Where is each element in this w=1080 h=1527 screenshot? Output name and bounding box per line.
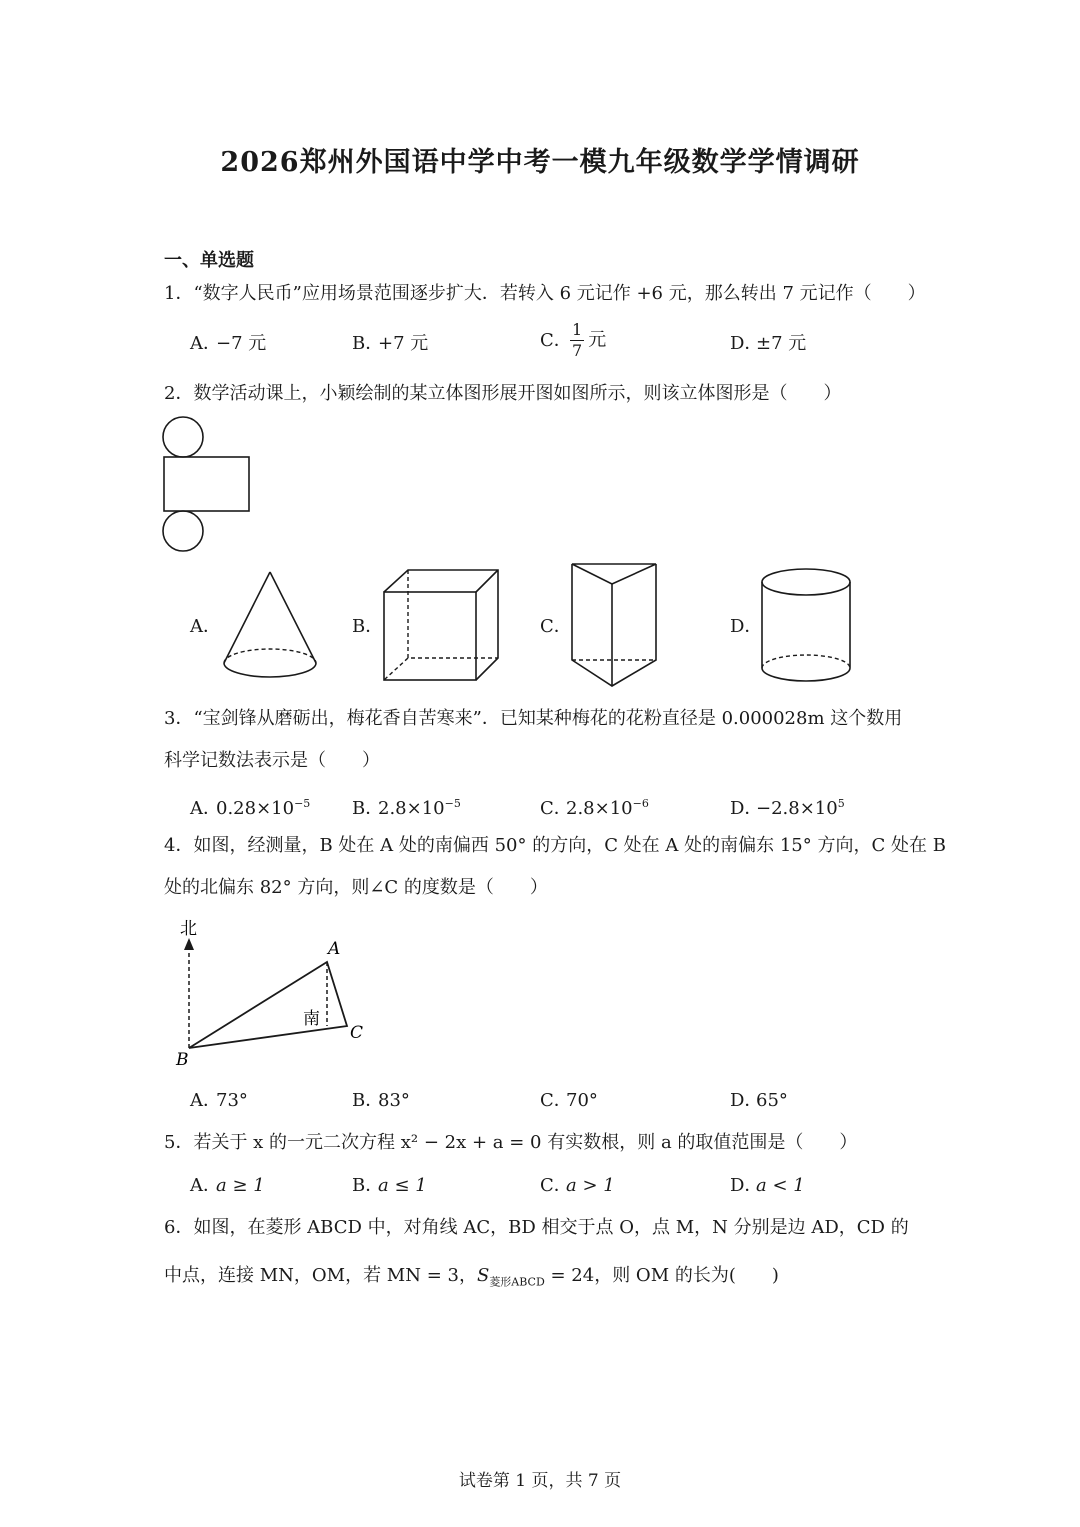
q3-option-c[interactable]	[540, 792, 649, 821]
option-text: a ≤ 1	[378, 1175, 427, 1196]
option-letter: A．	[190, 333, 221, 354]
q4-option-c[interactable]	[540, 1089, 598, 1113]
option-letter: C．	[540, 329, 572, 351]
q1-option-d[interactable]	[730, 332, 806, 356]
q3-option-b[interactable]	[352, 792, 461, 821]
q2-option-c-label[interactable]: C．	[540, 616, 572, 637]
option-text: 70°	[566, 1090, 598, 1111]
option-base: 2.8×10	[378, 798, 445, 819]
option-exponent: 5	[837, 797, 845, 810]
option-letter: C．	[540, 1175, 572, 1196]
option-text: +7 元	[378, 333, 429, 354]
q1-stem: 1．“数字人民币”应用场景范围逐步扩大．若转入 6 元记作 +6 元，那么转出 7 元记作（ ）	[164, 283, 926, 304]
q2-option-d-label[interactable]: D．	[730, 616, 763, 637]
q1-option-a[interactable]	[190, 332, 266, 356]
net-bottom-circle	[163, 511, 203, 551]
prism-top-face	[572, 564, 656, 584]
q2-option-a-label[interactable]: A．	[190, 616, 221, 637]
q4-option-d[interactable]	[730, 1089, 788, 1113]
cone-base-back	[224, 649, 316, 663]
option-text: a < 1	[756, 1175, 805, 1196]
q6-stem-line2	[164, 1264, 779, 1295]
cube-front-face	[384, 592, 476, 680]
option-text: −7 元	[216, 333, 267, 354]
option-base: 0.28×10	[216, 798, 295, 819]
option-exponent: −5	[294, 797, 311, 810]
option-text: 83°	[378, 1090, 410, 1111]
triangular-prism-figure[interactable]	[568, 560, 662, 690]
cylinder-top	[762, 569, 850, 595]
option-exponent: −5	[444, 797, 461, 810]
q5-stem: 5．若关于 x 的一元二次方程 x² − 2x + a = 0 有实数根，则 a 的取值范围是（ ）	[164, 1132, 858, 1153]
north-label: 北	[180, 919, 197, 939]
cylinder-base-front	[762, 668, 850, 681]
q1-option-c[interactable]	[540, 320, 606, 361]
fraction-denominator: 7	[572, 341, 583, 360]
option-letter: D．	[730, 798, 763, 819]
option-letter: A．	[190, 1175, 221, 1196]
option-base: 2.8×10	[566, 798, 633, 819]
q4-stem-line2: 处的北偏东 82° 方向，则∠C 的度数是（ ）	[164, 877, 548, 898]
q5-option-c[interactable]	[540, 1174, 615, 1198]
cylinder-figure[interactable]	[758, 566, 854, 688]
q6-stem-part2: = 24，则 OM 的长为( )	[544, 1265, 779, 1286]
option-text: 65°	[756, 1090, 788, 1111]
net-top-circle	[163, 417, 203, 457]
option-base: −2.8×10	[756, 798, 838, 819]
q1-option-b[interactable]	[352, 332, 428, 356]
q3-option-a[interactable]	[190, 792, 310, 821]
q4-stem-line1: 4．如图，经测量，B 处在 A 处的南偏西 50° 的方向，C 处在 A 处的南偏东 15° 方向，C 处在 B	[164, 835, 946, 856]
fraction-numerator: 1	[572, 320, 583, 339]
q4-option-a[interactable]	[190, 1089, 248, 1113]
area-subscript: 菱形ABCD	[489, 1275, 545, 1289]
north-arrow-icon	[184, 938, 194, 950]
cone-figure[interactable]	[220, 568, 322, 684]
option-exponent: −6	[632, 797, 649, 810]
option-text: ±7 元	[756, 333, 807, 354]
direction-figure	[170, 914, 380, 1074]
net-rectangle	[164, 457, 249, 511]
option-text: a > 1	[566, 1175, 615, 1196]
q4-option-b[interactable]	[352, 1089, 410, 1113]
option-letter: C．	[540, 798, 572, 819]
fraction	[570, 320, 584, 361]
option-letter: A．	[190, 798, 221, 819]
q6-stem-part1: 中点，连接 MN，OM，若 MN = 3，	[164, 1265, 477, 1286]
cylinder-base-back	[762, 655, 850, 668]
option-text: 73°	[216, 1090, 248, 1111]
option-letter: B．	[352, 1090, 384, 1111]
cube-figure[interactable]	[380, 568, 502, 684]
cone-base-front	[224, 663, 316, 677]
option-letter: D．	[730, 1090, 763, 1111]
exam-title: 2026郑州外国语中学中考一模九年级数学学情调研	[220, 147, 860, 178]
q2-stem: 2．数学活动课上，小颖绘制的某立体图形展开图如图所示，则该立体图形是（ ）	[164, 383, 842, 404]
area-symbol: S	[476, 1265, 490, 1286]
point-a-label: A	[328, 939, 341, 959]
point-b-label: B	[176, 1050, 189, 1070]
page-footer: 试卷第 1 页，共 7 页	[458, 1471, 622, 1491]
q6-stem-line1: 6．如图，在菱形 ABCD 中，对角线 AC，BD 相交于点 O，点 M，N 分别是边 AD，CD 的	[164, 1217, 909, 1238]
q5-option-b[interactable]	[352, 1174, 427, 1198]
q3-stem-line1: 3．“宝剑锋从磨砺出，梅花香自苦寒来”．已知某种梅花的花粉直径是 0.000028m 这个数用	[164, 708, 903, 729]
section-heading: 一、单选题	[164, 250, 254, 271]
option-letter: B．	[352, 1175, 384, 1196]
point-c-label: C	[350, 1023, 364, 1043]
option-letter: D．	[730, 333, 763, 354]
q3-option-d[interactable]	[730, 792, 845, 821]
option-letter: B．	[352, 798, 384, 819]
option-text: a ≥ 1	[216, 1175, 265, 1196]
option-letter: C．	[540, 1090, 572, 1111]
triangle-abc	[189, 962, 347, 1048]
q5-option-a[interactable]	[190, 1174, 265, 1198]
option-letter: B．	[352, 333, 384, 354]
q2-option-b-label[interactable]: B．	[352, 616, 384, 637]
q3-stem-line2: 科学记数法表示是（ ）	[164, 750, 380, 771]
cylinder-net-figure	[160, 414, 255, 554]
option-unit: 元	[588, 329, 607, 351]
option-letter: A．	[190, 1090, 221, 1111]
q5-option-d[interactable]	[730, 1174, 805, 1198]
option-letter: D．	[730, 1175, 763, 1196]
south-label: 南	[303, 1009, 320, 1029]
